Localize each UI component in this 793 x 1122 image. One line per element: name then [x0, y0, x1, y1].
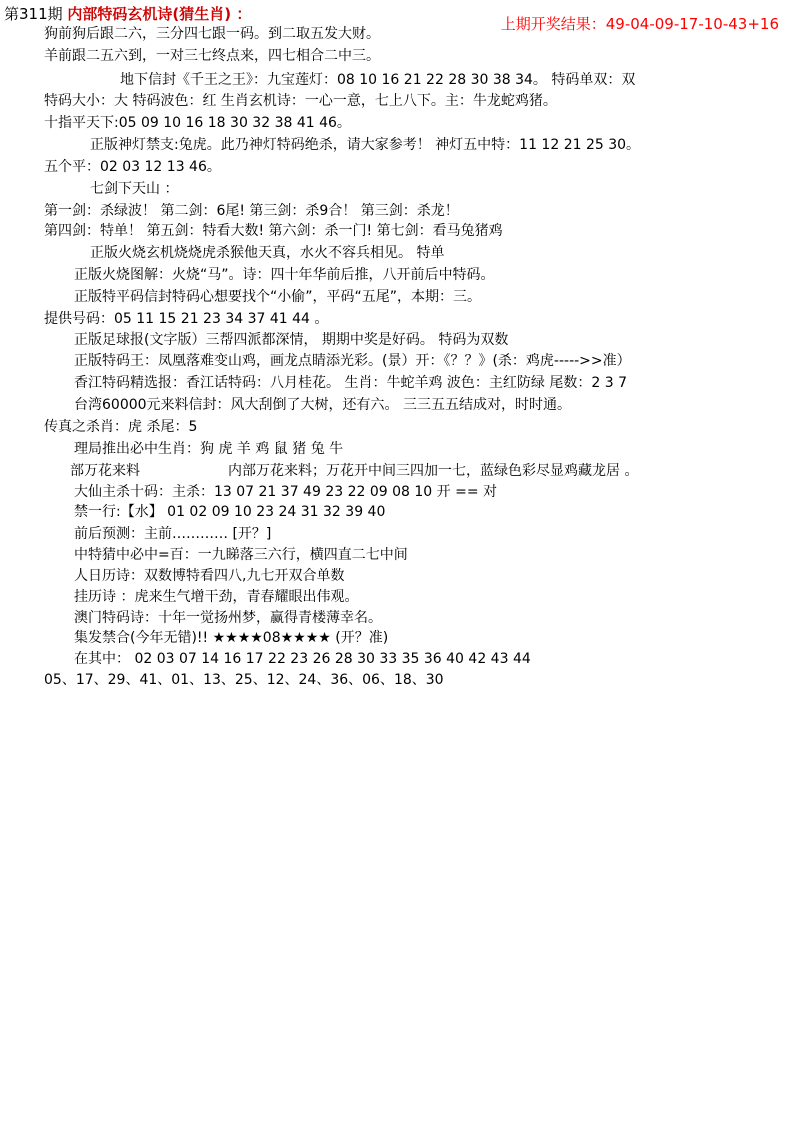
last-draw-result: [501, 14, 779, 34]
text-line-2: 羊前跟二五六到，一对三七终点来，四七相合二中三。: [44, 48, 380, 64]
text-line-24: 前后预测：主前………… [开？]: [74, 526, 272, 542]
text-line-17: 香江特码精选报：香江话特码：八月桂花。 生肖：牛蛇羊鸡 波色：主红防绿 尾数：2 3 7: [74, 375, 627, 391]
text-line-30: 在其中： 02 03 07 14 16 17 22 23 26 28 30 33 35 36 40 42 43 44: [74, 651, 531, 667]
text-line-14: 提供号码：05 11 15 21 23 34 37 41 44 。: [44, 311, 329, 327]
text-line-5: 十指平天下:05 09 10 16 18 30 32 38 41 46。: [44, 115, 351, 131]
text-line-3: 地下信封《千王之王》：九宝莲灯：08 10 16 21 22 28 30 38 34。 特码单双：双: [120, 72, 636, 88]
text-line-23: 禁一行:【水】 01 02 09 10 23 24 31 32 39 40: [74, 504, 386, 520]
text-line-25: 中特猜中必中=百：一九睇落三六行，横四直二七中间: [74, 547, 408, 563]
text-line-18: 台湾60000元来料信封：风大刮倒了大树，还有六。 三三五五结成对，时时通。: [74, 397, 571, 413]
text-line-7: 五个平：02 03 12 13 46。: [44, 159, 221, 175]
text-line-12: 正版火烧图解：火烧“马”。诗：四十年华前后推，八开前后中特码。: [74, 267, 495, 283]
text-line-21-left: 部万花来料: [70, 463, 140, 479]
text-line-8: 七剑下天山 ：: [90, 181, 179, 197]
text-line-19: 传真之杀肖：虎 杀尾：5: [44, 419, 198, 435]
text-line-15: 正版足球报(文字版）三帮四派都深情， 期期中奖是好码。 特码为双数: [74, 332, 509, 348]
text-line-10: 第四剑：特单！ 第五剑：特看大数! 第六剑：杀一门! 第七剑：看马兔猪鸡: [44, 223, 503, 239]
text-line-27: 挂历诗 ：虎来生气增干劲，青春耀眼出伟观。: [74, 589, 359, 605]
result-label: 上期开奖结果：: [500, 15, 606, 33]
page-title: 内部特码玄机诗(猜生肖) ：: [67, 5, 252, 23]
text-line-22: 大仙主杀十码：主杀：13 07 21 37 49 23 22 09 08 10 开 == 对: [74, 484, 498, 500]
text-line-16: 正版特码王：凤凰落难变山鸡，画龙点睛添光彩。(景）开：《？？》(杀：鸡虎----->>准）: [74, 353, 631, 369]
text-line-4: 特码大小：大 特码波色：红 生肖玄机诗：一心一意，七上八下。主：牛龙蛇鸡猪。: [44, 93, 557, 109]
text-line-13: 正版特平码信封特码心想要找个“小偷”，平码“五尾”，本期：三。: [74, 289, 482, 305]
text-line-20: 理局推出必中生肖：狗 虎 羊 鸡 鼠 猪 兔 牛: [74, 441, 344, 457]
result-numbers: 49-04-09-17-10-43+16: [605, 15, 779, 33]
issue-number: 第311期: [4, 5, 63, 23]
text-line-21-right: 内部万花来料；万花开中间三四加一七，蓝绿色彩尽显鸡藏龙居 。: [228, 463, 639, 479]
text-line-26: 人日历诗：双数博特看四八,九七开双合单数: [74, 568, 345, 584]
text-line-6: 正版神灯禁支:兔虎。此乃神灯特码绝杀，请大家参考！ 神灯五中特：11 12 21 25 30。: [90, 137, 641, 153]
text-line-9: 第一剑：杀绿波！ 第二剑：6尾! 第三剑：杀9合！ 第三剑：杀龙！: [44, 203, 459, 219]
text-line-28: 澳门特码诗：十年一觉扬州梦，赢得青楼薄幸名。: [74, 610, 382, 626]
text-line-29: 集发禁合(今年无错)!! ★★★★08★★★★ (开？准): [74, 630, 389, 646]
title-row: [4, 4, 251, 24]
text-line-31: 05、17、29、41、01、13、25、12、24、36、06、18、30: [44, 672, 444, 688]
text-line-11: 正版火烧玄机烧烧虎杀猴他天真，水火不容兵相见。 特单: [90, 245, 445, 261]
text-line-1: 狗前狗后跟二六，三分四七跟一码。到二取五发大财。: [44, 26, 380, 42]
